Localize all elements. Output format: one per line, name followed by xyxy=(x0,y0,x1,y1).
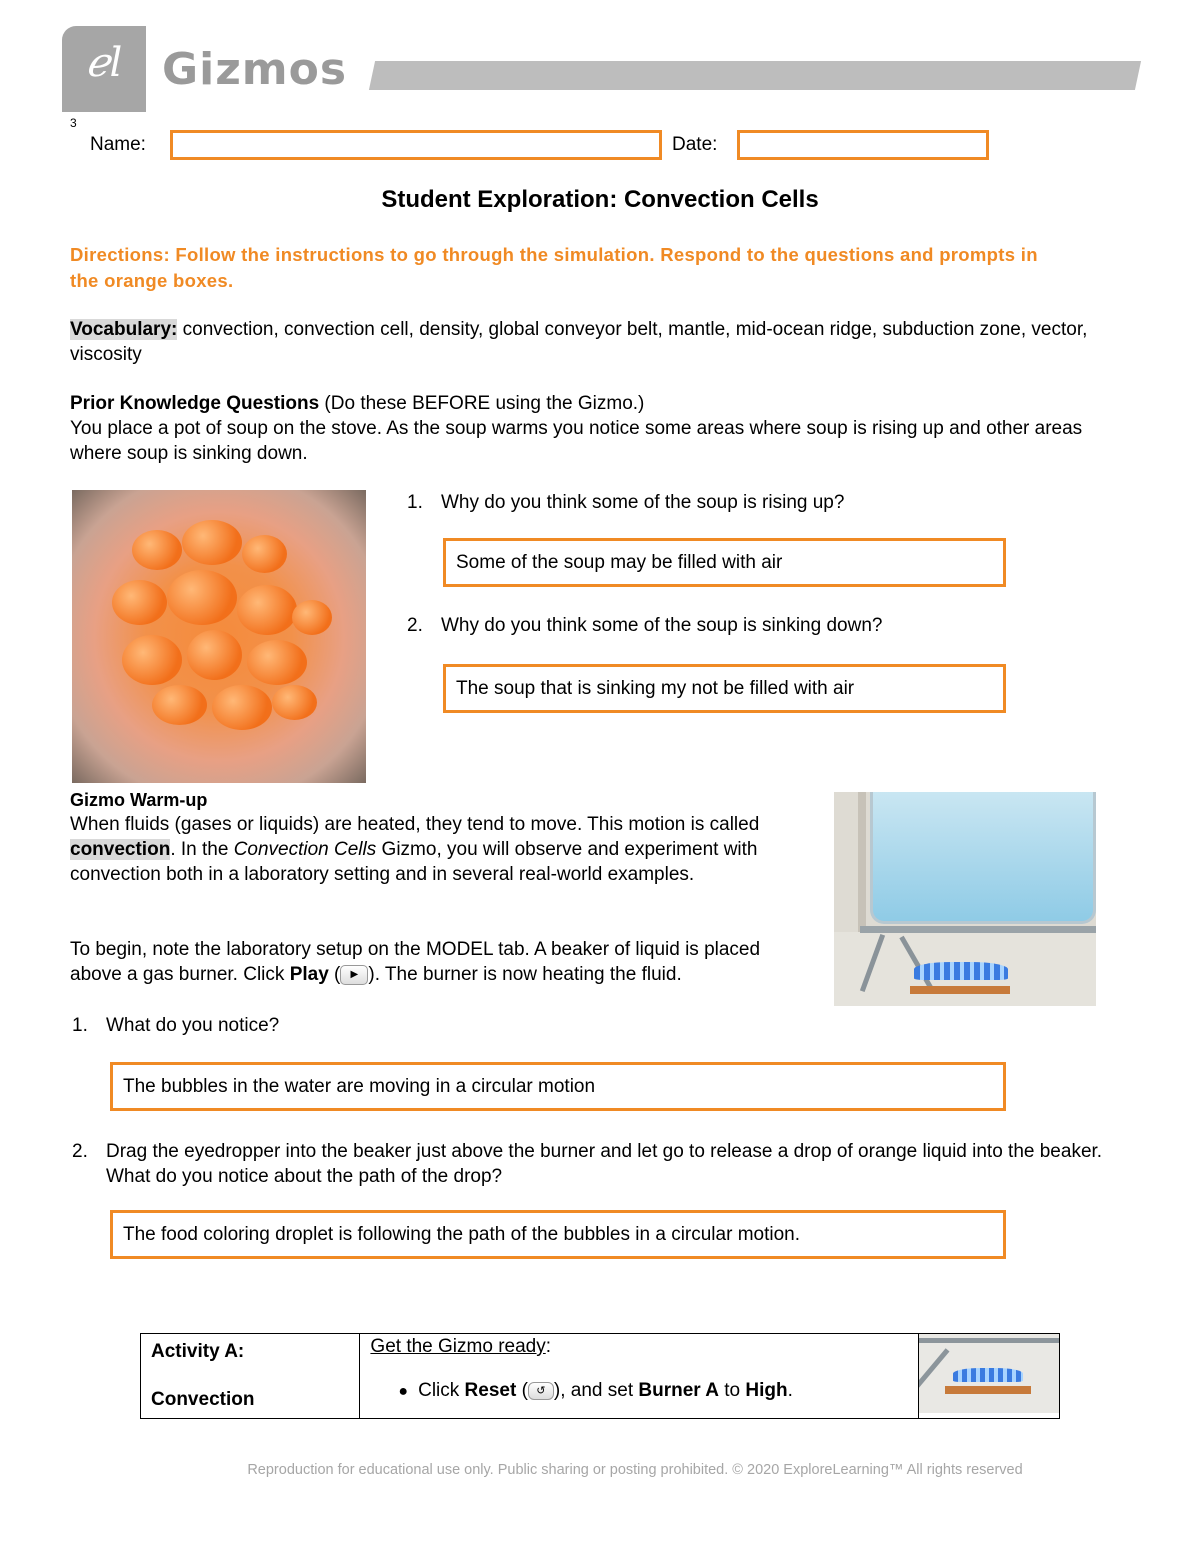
soup-pot-image xyxy=(72,490,366,783)
pk-answer-1[interactable]: Some of the soup may be filled with air xyxy=(443,538,1006,587)
vocabulary xyxy=(70,317,1120,367)
warmup-question-1-text: What do you notice? xyxy=(106,1015,280,1036)
warmup-p2-text-c: ). The burner is now heating the fluid. xyxy=(368,964,682,985)
warmup-question-2 xyxy=(72,1139,1132,1189)
activity-label: Activity A: xyxy=(151,1341,245,1362)
warmup-paragraph-1 xyxy=(70,812,805,887)
date-label: Date: xyxy=(672,134,718,155)
bullet-text-c: ), and set xyxy=(553,1380,639,1401)
directions: Directions: Follow the instructions to go through the simulation. Respond to the questions and prompts in the orange boxes. xyxy=(70,244,1038,291)
warmup-question-1-number: 1. xyxy=(72,1015,88,1036)
beaker-burner-image xyxy=(834,792,1096,1006)
warmup-convection-term: convection xyxy=(70,839,171,860)
prior-knowledge-note: (Do these BEFORE using the Gizmo.) xyxy=(319,393,645,414)
play-icon[interactable]: ▶ xyxy=(340,965,368,985)
activity-name: Convection xyxy=(151,1389,255,1410)
warmup-answer-1[interactable]: The bubbles in the water are moving in a circular motion xyxy=(110,1062,1006,1111)
play-label: Play xyxy=(289,964,329,985)
prior-knowledge xyxy=(70,391,1120,416)
gizmo-ready-heading: Get the Gizmo ready xyxy=(370,1336,546,1357)
vocabulary-terms: convection, convection cell, density, global conveyor belt, mantle, mid-ocean ridge, subduction zone, vector, viscosity xyxy=(70,319,1088,365)
pk-answer-2[interactable]: The soup that is sinking my not be filled with air xyxy=(443,664,1006,713)
warmup-question-1 xyxy=(72,1015,280,1037)
warmup-question-2-text: Drag the eyedropper into the beaker just above the burner and let go to release a drop of orange liquid into the beaker. What do you notice about the path of the drop? xyxy=(106,1141,1103,1187)
reset-icon[interactable]: ↺ xyxy=(528,1382,554,1400)
logo-icon: ℯl xyxy=(85,40,123,86)
header-bar xyxy=(369,61,1141,90)
warmup-question-2-number: 2. xyxy=(72,1141,88,1162)
date-field[interactable] xyxy=(737,130,989,160)
warmup-p2-text-b: ( xyxy=(328,964,341,985)
warmup-paragraph-2 xyxy=(70,937,805,987)
warmup-gizmo-name: Convection Cells xyxy=(233,839,377,860)
name-field[interactable] xyxy=(170,130,662,160)
prior-knowledge-heading: Prior Knowledge Questions xyxy=(70,393,320,414)
burner-label: Burner A xyxy=(638,1380,719,1401)
vocabulary-label: Vocabulary: xyxy=(70,319,178,340)
pk-question-1 xyxy=(407,492,845,514)
gizmo-ready-colon: : xyxy=(545,1336,551,1357)
burner-image-cell xyxy=(919,1334,1060,1419)
pk-question-1-number: 1. xyxy=(407,492,423,513)
activity-label-cell xyxy=(141,1334,360,1419)
pk-question-2-text: Why do you think some of the soup is sinking down? xyxy=(441,615,883,636)
warmup-p1-text-a: When fluids (gases or liquids) are heated, they tend to move. This motion is called xyxy=(70,814,760,835)
prior-knowledge-intro: You place a pot of soup on the stove. As the soup warms you notice some areas where soup is rising up and other areas where soup is sinking down. xyxy=(70,418,1083,464)
bullet-text-b: ( xyxy=(516,1380,528,1401)
page-title: Student Exploration: Convection Cells xyxy=(381,186,819,213)
page-number: 3 xyxy=(70,116,77,130)
warmup-p2-text-a: To begin, note the laboratory setup on the MODEL tab. A beaker of liquid is placed above a gas burner. Click xyxy=(70,939,761,985)
activity-instructions-cell xyxy=(360,1334,919,1419)
warmup-heading: Gizmo Warm-up xyxy=(70,790,208,810)
warmup-answer-2[interactable]: The food coloring droplet is following the path of the bubbles in a circular motion. xyxy=(110,1210,1006,1259)
brand-name: Gizmos xyxy=(162,44,348,95)
high-label: High xyxy=(745,1380,788,1401)
pk-question-2-number: 2. xyxy=(407,615,423,636)
name-label: Name: xyxy=(90,134,146,155)
reset-label: Reset xyxy=(464,1380,517,1401)
bullet-text-a: Click xyxy=(418,1380,465,1401)
activity-a-table xyxy=(140,1333,1060,1419)
pk-question-1-text: Why do you think some of the soup is rising up? xyxy=(441,492,845,513)
bullet-icon: ● xyxy=(398,1383,409,1400)
bullet-text-e: . xyxy=(787,1380,793,1401)
warmup-p1-text-c: Gizmo, you will observe and experiment with convection both in a laboratory setting and in several real-world examples. xyxy=(70,839,758,885)
activity-bullet xyxy=(370,1380,908,1402)
pk-question-2 xyxy=(407,615,883,637)
bullet-text-d: to xyxy=(719,1380,746,1401)
footer-copyright: Reproduction for educational use only. Public sharing or posting prohibited. © 2020 ExploreLearning™ All rights reserved xyxy=(247,1462,1023,1478)
burner-image xyxy=(919,1334,1059,1413)
warmup-p1-text-b: . In the xyxy=(170,839,234,860)
